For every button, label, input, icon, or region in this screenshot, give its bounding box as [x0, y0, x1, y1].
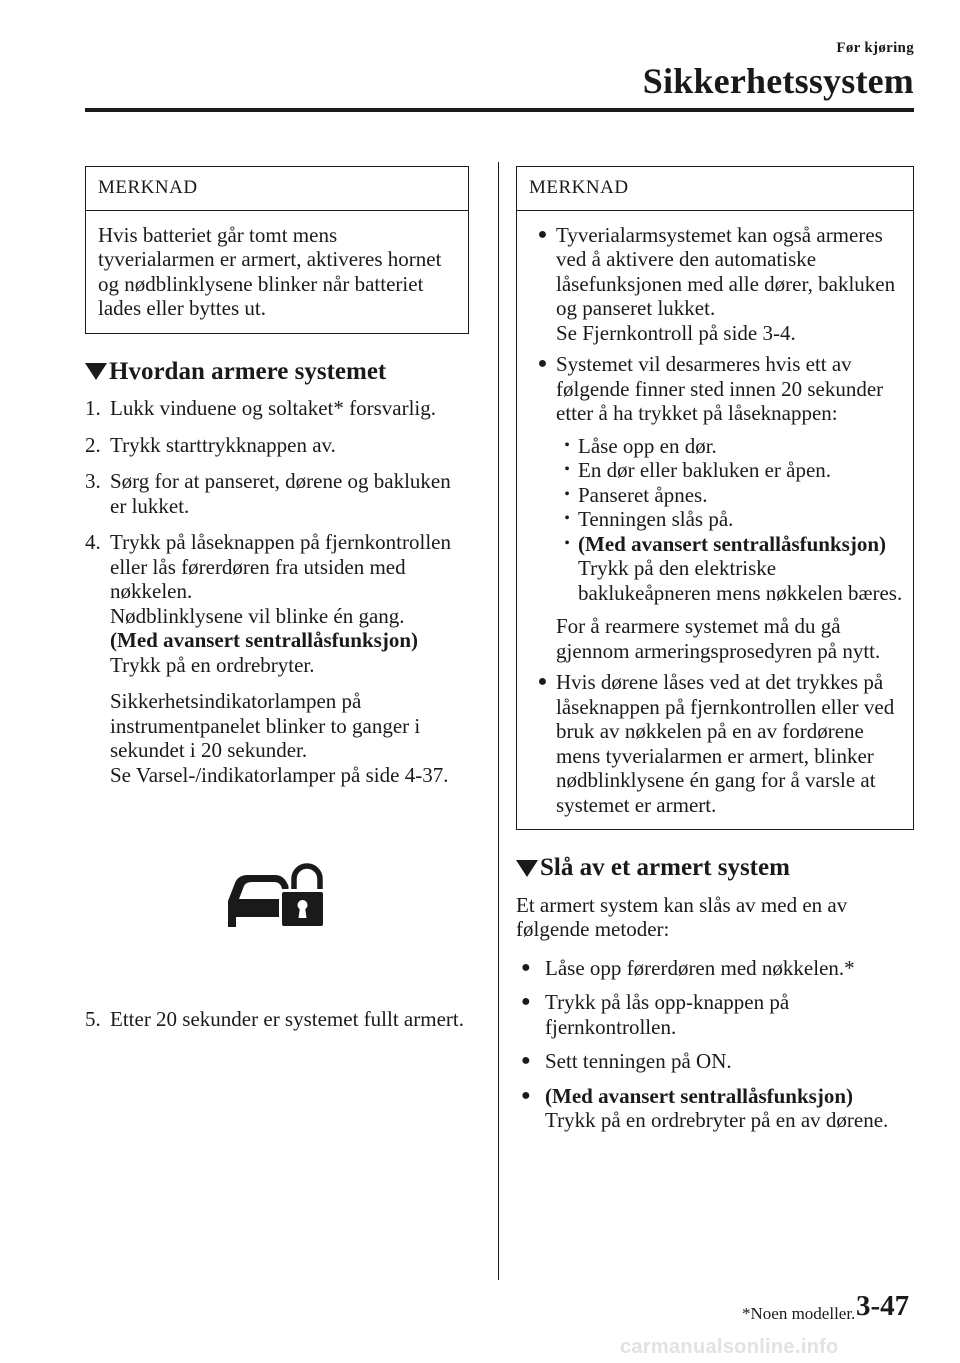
cross-reference: Se Varsel-/indikatorlamper på side 4-37.: [110, 762, 449, 787]
step-number: 1.: [85, 396, 101, 420]
note-box: [516, 166, 914, 830]
method-item: [516, 1084, 914, 1133]
left-column: [85, 166, 469, 1044]
bullet-body: [556, 352, 903, 663]
step-paragraph: Sikkerhetsindikatorlampen på instrumentpanelet blinker to ganger i sekundet i 20 sekunder.: [110, 689, 421, 762]
bullet-icon: •: [564, 436, 570, 454]
sub-item-bold-text: (Med avansert sentrallåsfunksjon): [578, 531, 886, 556]
step-number: 4.: [85, 530, 101, 554]
sub-item: [556, 483, 903, 508]
section-heading: [516, 856, 914, 881]
sub-item: [556, 532, 903, 606]
car-lock-icon: [222, 859, 332, 935]
bullet-icon: •: [564, 461, 570, 478]
header-rule: [85, 108, 914, 112]
right-column: [516, 166, 914, 1133]
method-text: Trykk på lås opp-knappen på fjernkontrollen.: [545, 990, 790, 1039]
sub-item: [556, 507, 903, 532]
bullet-icon: •: [564, 510, 570, 527]
bullet-icon: ●: [521, 993, 531, 1010]
bullet-icon: ●: [537, 355, 548, 372]
note-bullet: [529, 352, 903, 663]
method-body: [545, 1084, 914, 1133]
step-text: Trykk på låseknappen på fjernkontrollen eller lås førerdøren fra utsiden med nøkkelen.: [110, 530, 451, 603]
sub-item-text: Tenningen slås på.: [578, 507, 734, 531]
method-item: [516, 1049, 914, 1074]
step-text: Sørg for at panseret, dørene og bakluken er lukket.: [110, 469, 451, 518]
step-text: Trykk på en ordrebryter.: [110, 652, 315, 677]
method-text: Trykk på en ordrebryter på en av dørene.: [545, 1108, 889, 1132]
bullet-text: Tyverialarmsystemet kan også armeres ved å aktivere den automatiske låsefunksjonen med alle dører, bakluken og panseret lukket.: [556, 222, 896, 320]
sub-item-text: Panseret åpnes.: [578, 482, 708, 507]
triangle-marker-icon: [85, 363, 107, 380]
step-2: [85, 433, 469, 458]
section-heading-text: Hvordan armere systemet: [109, 357, 387, 385]
page-title: Sikkerhetssystem: [642, 61, 914, 101]
step-4: [85, 530, 469, 787]
column-divider: [498, 162, 499, 1280]
bullet-icon: •: [564, 534, 570, 552]
bullet-icon: ●: [521, 958, 531, 976]
bullet-body: [556, 223, 903, 346]
step-text: Etter 20 sekunder er systemet fullt armert.: [110, 1007, 464, 1031]
step-text: Lukk vinduene og soltaket* forsvarlig.: [110, 396, 437, 420]
bullet-icon: ●: [521, 1086, 531, 1104]
section-heading-text: Slå av et armert system: [540, 854, 790, 881]
triangle-marker-icon: [516, 860, 538, 877]
bullet-text: Systemet vil desarmeres hvis ett av følgende finner sted innen 20 sekunder etter å ha trykket på låseknappen:: [556, 352, 884, 425]
step-text: Nødblinklysene vil blinke én gang.: [110, 603, 405, 628]
sub-item-text: Trykk på den elektriske baklukeåpneren mens nøkkelen bæres.: [578, 556, 903, 605]
method-bold-text: (Med avansert sentrallåsfunksjon): [545, 1083, 853, 1108]
bullet-icon: ●: [537, 673, 548, 690]
method-text: Sett tenningen på ON.: [545, 1049, 732, 1073]
note-bullet: [529, 223, 903, 346]
section-label: Før kjøring: [836, 40, 914, 56]
bullet-icon: ●: [521, 1052, 531, 1069]
sub-item-text: Låse opp en dør.: [578, 433, 717, 458]
step-bold-text: (Med avansert sentrallåsfunksjon): [110, 628, 418, 652]
note-body: [517, 211, 913, 830]
step-number: 5.: [85, 1007, 101, 1031]
car-lock-icon-wrapper: [85, 827, 469, 967]
step-number: 3.: [85, 469, 101, 493]
sub-item-body: [578, 532, 903, 606]
bullet-text: Hvis dørene låses ved at det trykkes på låseknappen på fjernkontrollen eller ved bruk av nøkkelen på en av fordørene mens tyverialarmen er armert, blinker nødblinklysene én gang for å varsle at systemet er armert.: [556, 670, 895, 817]
method-text: Låse opp førerdøren med nøkkelen.*: [545, 955, 855, 980]
note-box: [85, 166, 469, 334]
step-body: [110, 530, 469, 787]
footnote: *Noen modeller.: [742, 1304, 856, 1323]
note-text: Hvis batteriet går tomt mens tyverialarmen er armert, aktiveres hornet og nødblinklysene blinker når batteriet lades eller byttes ut.: [98, 222, 442, 320]
note-bullet: [529, 670, 903, 817]
note-heading: MERKNAD: [517, 167, 913, 211]
method-item: [516, 990, 914, 1039]
cross-reference: Se Fjernkontroll på side 3-4.: [556, 320, 796, 345]
method-item: [516, 956, 914, 981]
sub-item-text: En dør eller bakluken er åpen.: [578, 458, 832, 482]
section-heading: [85, 357, 469, 385]
sub-list: [556, 434, 903, 606]
bullet-icon: •: [564, 485, 570, 503]
sub-item: [556, 434, 903, 459]
step-5: [85, 1007, 469, 1032]
step-1: [85, 396, 469, 421]
sub-item: [556, 458, 903, 483]
watermark: carmanualsonline.info: [620, 1336, 839, 1358]
step-3: [85, 469, 469, 518]
page-number: 3-47: [856, 1290, 910, 1322]
bullet-paragraph: For å rearmere systemet må du gå gjennom armeringsprosedyren på nytt.: [556, 614, 881, 663]
note-heading: MERKNAD: [86, 167, 468, 211]
intro-text: Et armert system kan slås av med en av følgende metoder:: [516, 892, 848, 941]
step-number: 2.: [85, 432, 101, 457]
step-text: Trykk starttrykknappen av.: [110, 432, 336, 457]
bullet-icon: ●: [537, 225, 548, 243]
